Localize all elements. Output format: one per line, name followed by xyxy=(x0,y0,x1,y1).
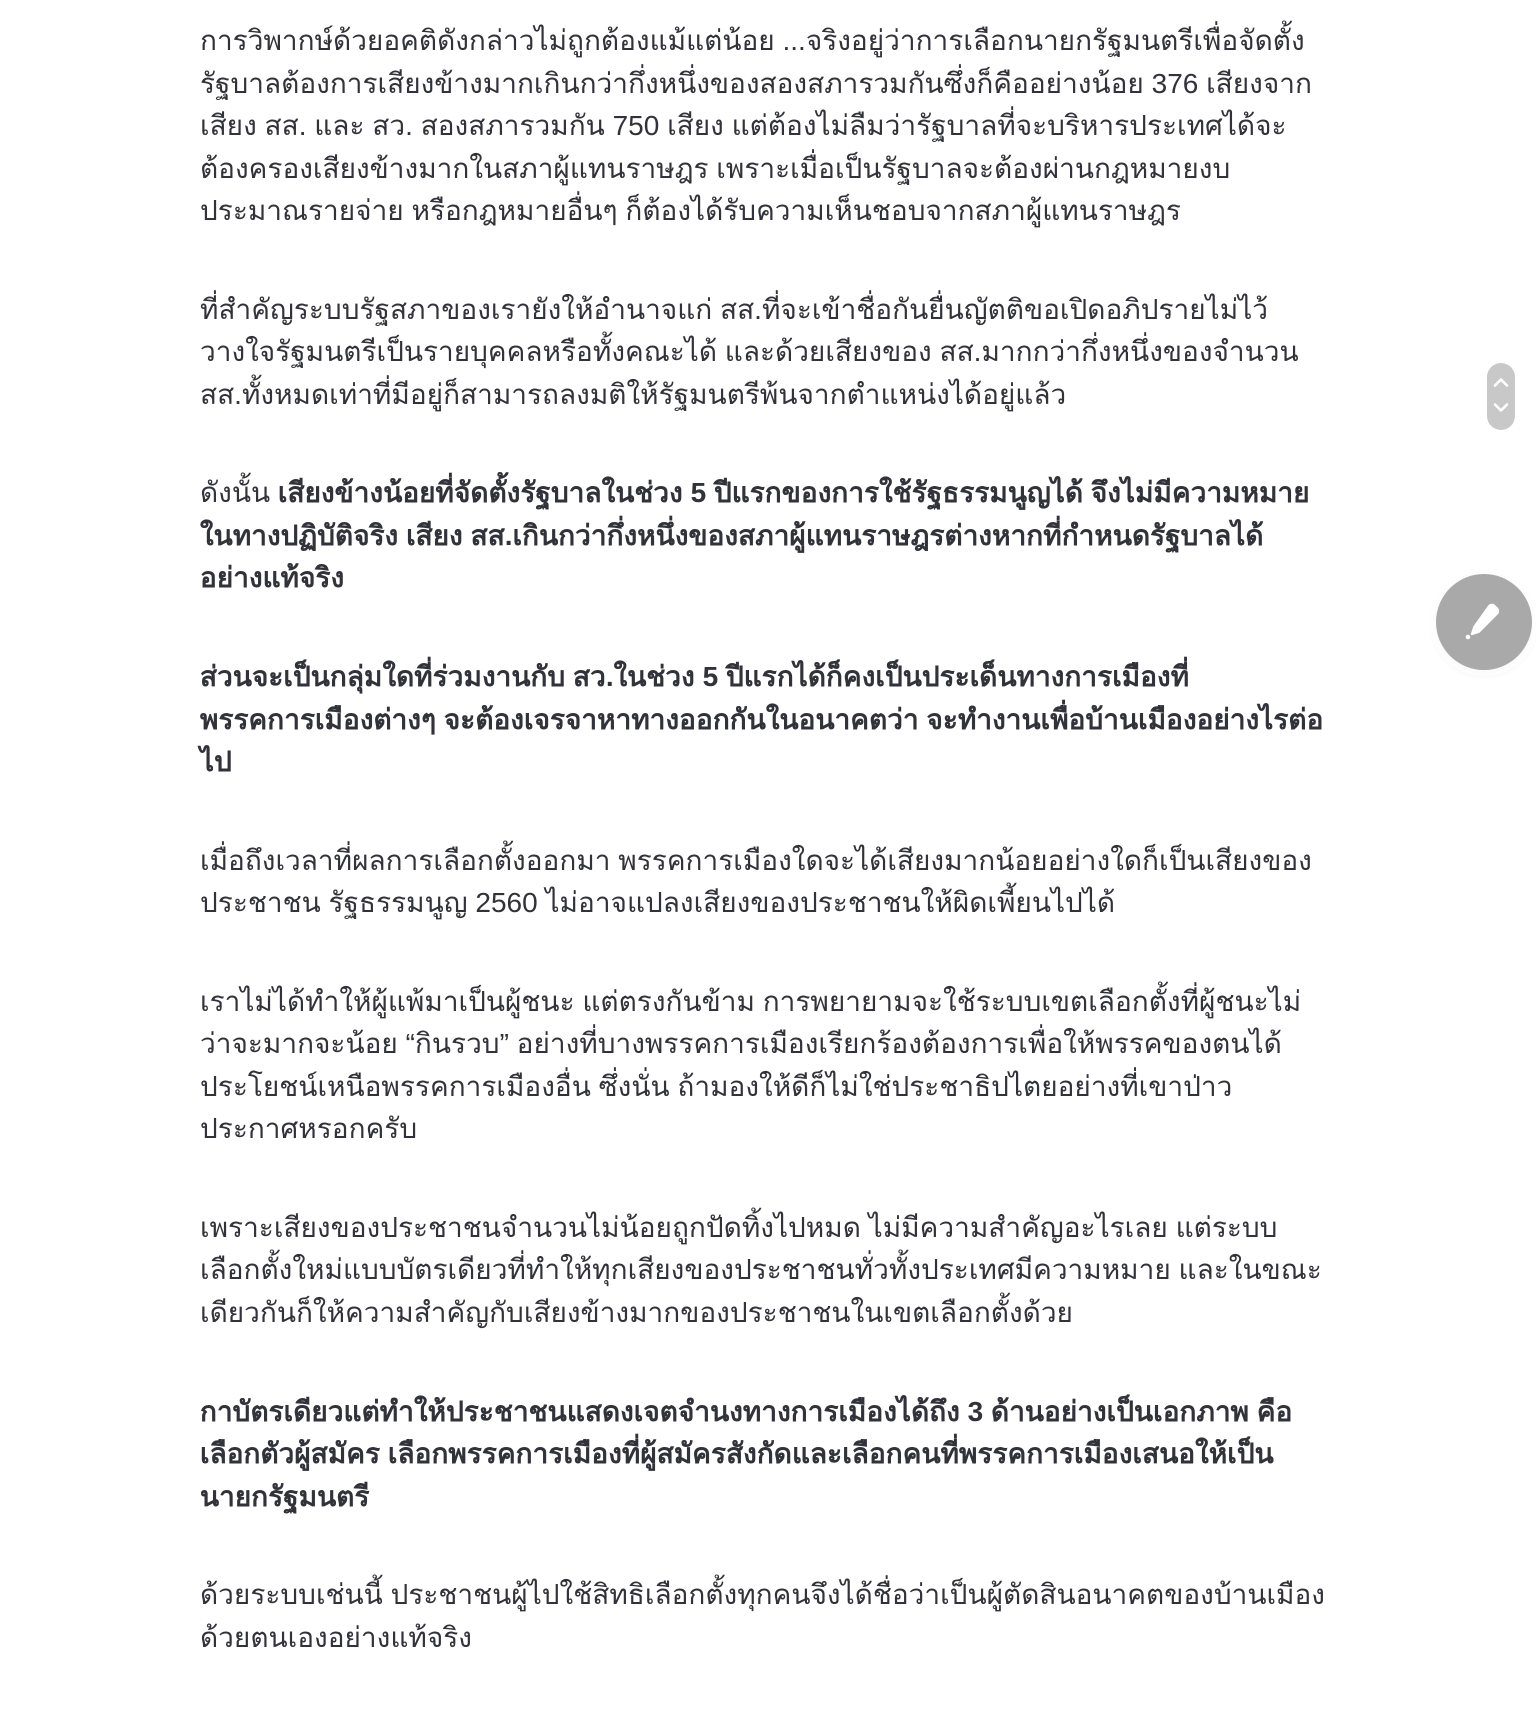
edit-button[interactable] xyxy=(1436,574,1532,670)
paragraph-text: ด้วยระบบเช่นนี้ ประชาชนผู้ไปใช้สิทธิเลือกตั้งทุกคนจึงได้ชื่อว่าเป็นผู้ตัดสินอนาคตของบ้านเมืองด้วยตนเองอย่างแท้จริง xyxy=(200,1579,1325,1653)
paragraph xyxy=(200,1574,1326,1659)
paragraph-text: เราไม่ได้ทำให้ผู้แพ้มาเป็นผู้ชนะ แต่ตรงกันข้าม การพยายามจะใช้ระบบเขตเลือกตั้งที่ผู้ชนะไม่ว่าจะมากจะน้อย “กินรวบ” อย่างที่บางพรรคการเมืองเรียกร้องต้องการเพื่อให้พรรคของตนได้ประโยชน์เหนือพรรคการเมืองอื่น ซึ่งนั่น ถ้ามองให้ดีก็ไม่ใช่ประชาธิปไตยอย่างที่เขาป่าวประกาศหรอกครับ xyxy=(200,985,1302,1145)
paragraph-text: ที่สำคัญระบบรัฐสภาของเรายังให้อำนาจแก่ สส.ที่จะเข้าชื่อกันยื่นญัตติขอเปิดอภิปรายไม่ไว้วางใจรัฐมนตรีเป็นรายบุคคลหรือทั้งคณะได้ และด้วยเสียงของ สส.มากกว่ากึ่งหนึ่งของจำนวน สส.ทั้งหมดเท่าที่มีอยู่ก็สามารถลงมติให้รัฐมนตรีพ้นจากตำแหน่งได้อยู่แล้ว xyxy=(200,293,1299,410)
paragraph-text: การวิพากษ์ด้วยอคติดังกล่าวไม่ถูกต้องแม้แต่น้อย ...จริงอยู่ว่าการเลือกนายกรัฐมนตรีเพื่อจัดตั้งรัฐบาลต้องการเสียงข้างมากเกินกว่ากึ่งหนึ่งของสองสภารวมกันซึ่งก็คืออย่างน้อย 376 เสียงจากเสียง สส. และ สว. สองสภารวมกัน 750 เสียง แต่ต้องไม่ลืมว่ารัฐบาลที่จะบริหารประเทศได้จะต้องครองเสียงข้างมากในสภาผู้แทนราษฎร เพราะเมื่อเป็นรัฐบาลจะต้องผ่านกฎหมายงบประมาณรายจ่าย หรือกฎหมายอื่นๆ ก็ต้องได้รับความเห็นชอบจากสภาผู้แทนราษฎร xyxy=(200,25,1312,227)
scroll-stepper[interactable] xyxy=(1487,363,1515,430)
paragraph-prefix: ดังนั้น xyxy=(200,477,278,509)
paragraph-text: เสียงข้างน้อยที่จัดตั้งรัฐบาลในช่วง 5 ปีแรกของการใช้รัฐธรรมนูญได้ จึงไม่มีความหมายในทางปฏิบัติจริง เสียง สส.เกินกว่ากึ่งหนึ่งของสภาผู้แทนราษฎรต่างหากที่กำหนดรัฐบาลได้อย่างแท้จริง xyxy=(200,477,1310,594)
paragraph xyxy=(200,20,1326,233)
paragraph-text: เมื่อถึงเวลาที่ผลการเลือกตั้งออกมา พรรคการเมืองใดจะได้เสียงมากน้อยอย่างใดก็เป็นเสียงของประชาชน รัฐธรรมนูญ 2560 ไม่อาจแปลงเสียงของประชาชนให้ผิดเพี้ยนไปได้ xyxy=(200,844,1312,919)
article-body xyxy=(200,20,1326,1715)
paragraph xyxy=(200,472,1326,600)
scroll-up-button[interactable] xyxy=(1490,373,1512,395)
pencil-icon xyxy=(1458,595,1510,650)
scroll-down-button[interactable] xyxy=(1490,399,1512,421)
paragraph-text: กาบัตรเดียวแต่ทำให้ประชาชนแสดงเจตจำนงทางการเมืองได้ถึง 3 ด้านอย่างเป็นเอกภาพ คือ เลือกตัวผู้สมัคร เลือกพรรคการเมืองที่ผู้สมัครสังกัดและเลือกคนที่พรรคการเมืองเสนอให้เป็นนายกรัฐมนตรี xyxy=(200,1395,1293,1512)
paragraph xyxy=(200,981,1326,1151)
chevron-up-icon xyxy=(1492,376,1510,391)
paragraph xyxy=(200,289,1326,417)
paragraph xyxy=(200,1207,1326,1335)
paragraph xyxy=(200,840,1326,925)
paragraph-text: เพราะเสียงของประชาชนจำนวนไม่น้อยถูกปัดทิ้งไปหมด ไม่มีความสำคัญอะไรเลย แต่ระบบเลือกตั้งใหม่แบบบัตรเดียวที่ทำให้ทุกเสียงของประชาชนทั่วทั้งประเทศมีความหมาย และในขณะเดียวกันก็ให้ความสำคัญกับเสียงข้างมากของประชาชนในเขตเลือกตั้งด้วย xyxy=(200,1211,1322,1329)
paragraph xyxy=(200,656,1326,784)
chevron-down-icon xyxy=(1492,402,1510,417)
paragraph xyxy=(200,1391,1326,1519)
paragraph-text: ส่วนจะเป็นกลุ่มใดที่ร่วมงานกับ สว.ในช่วง 5 ปีแรกได้ก็คงเป็นประเด็นทางการเมืองที่พรรคการเมืองต่างๆ จะต้องเจรจาหาทางออกกันในอนาคตว่า จะทำงานเพื่อบ้านเมืองอย่างไรต่อไป xyxy=(200,661,1324,778)
